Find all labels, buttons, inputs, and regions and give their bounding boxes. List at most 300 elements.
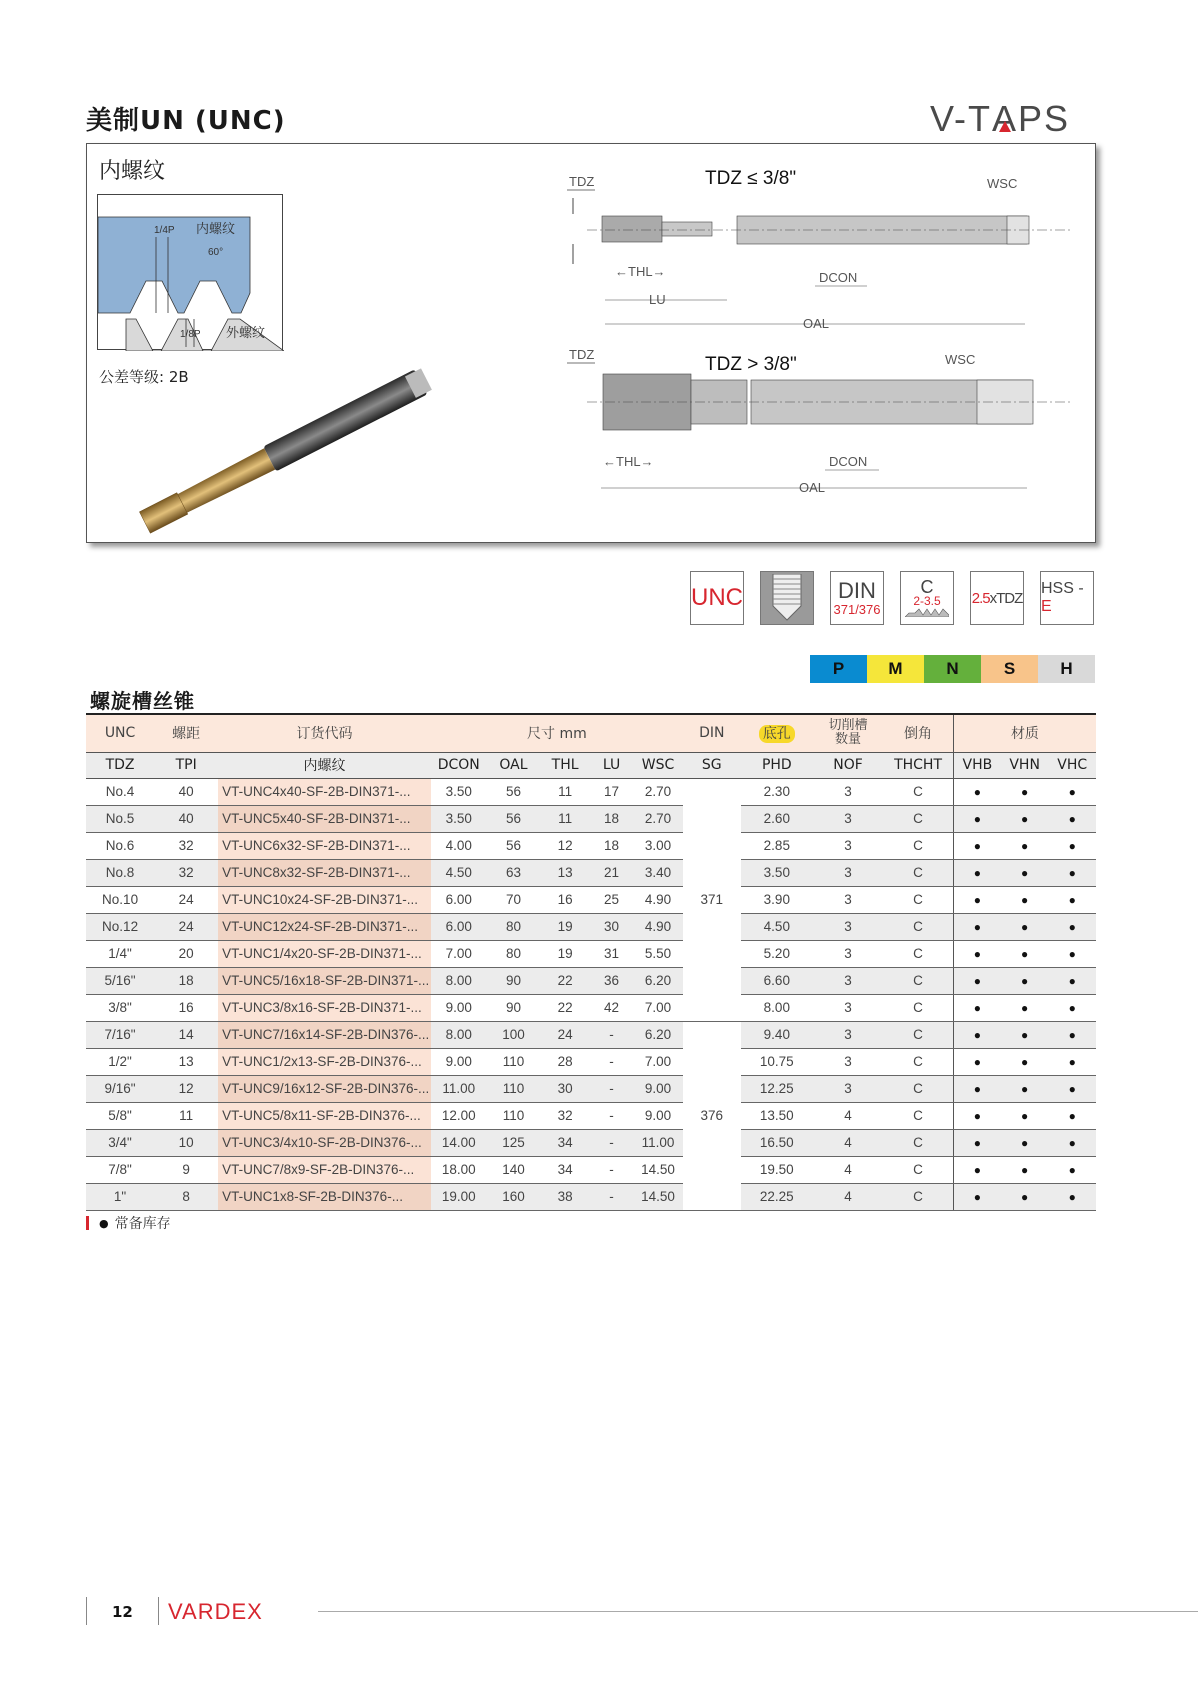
cell-vhb: ● <box>953 1129 1001 1156</box>
cell-tdz: No.8 <box>86 859 154 886</box>
table-row <box>86 1156 1096 1183</box>
cell-vhn: ● <box>1001 940 1049 967</box>
cell-lu: - <box>590 1183 633 1210</box>
cell-vhc: ● <box>1048 859 1096 886</box>
cell-nof: 4 <box>813 1129 883 1156</box>
cell-oal: 125 <box>487 1129 541 1156</box>
table-row <box>86 1129 1096 1156</box>
tolerance-class: 公差等级: 2B <box>99 368 189 386</box>
cell-wsc: 5.50 <box>633 940 683 967</box>
cell-tpi: 40 <box>154 778 218 805</box>
thread-profile-diagram <box>97 194 283 350</box>
table-row <box>86 1183 1096 1210</box>
cell-wsc: 3.40 <box>633 859 683 886</box>
footer-divider <box>86 1597 87 1625</box>
table-row <box>86 859 1096 886</box>
col-phd: PHD <box>741 752 813 778</box>
table-row <box>86 994 1096 1021</box>
cell-tdz: No.12 <box>86 913 154 940</box>
product-overview-panel <box>86 143 1096 543</box>
cell-oal: 63 <box>487 859 541 886</box>
cell-thl: 38 <box>540 1183 590 1210</box>
cell-thcht: C <box>883 967 953 994</box>
cell-dcon: 9.00 <box>431 994 487 1021</box>
cell-oal: 56 <box>487 805 541 832</box>
cell-tdz: 1" <box>86 1183 154 1210</box>
cell-code: VT-UNC1/4x20-SF-2B-DIN371-... <box>218 940 431 967</box>
cell-code: VT-UNC12x24-SF-2B-DIN371-... <box>218 913 431 940</box>
cell-tdz: No.5 <box>86 805 154 832</box>
cell-nof: 3 <box>813 886 883 913</box>
cell-oal: 90 <box>487 994 541 1021</box>
thread-form-icon <box>760 571 814 625</box>
col-thl: THL <box>540 752 590 778</box>
cell-phd: 13.50 <box>741 1102 813 1129</box>
stock-dot-icon: ● <box>99 1216 109 1230</box>
svg-text:←THL→: ←THL→ <box>615 264 666 279</box>
cell-code: VT-UNC9/16x12-SF-2B-DIN376-... <box>218 1075 431 1102</box>
cell-thcht: C <box>883 832 953 859</box>
cell-vhn: ● <box>1001 886 1049 913</box>
cell-vhb: ● <box>953 859 1001 886</box>
page-footer <box>86 1597 1200 1627</box>
svg-text:LU: LU <box>649 292 666 307</box>
cell-lu: 30 <box>590 913 633 940</box>
cell-tpi: 32 <box>154 859 218 886</box>
cell-vhn: ● <box>1001 994 1049 1021</box>
cell-thl: 34 <box>540 1129 590 1156</box>
chamfer-form-badge: C 2-3.5 <box>900 571 954 625</box>
cell-vhn: ● <box>1001 859 1049 886</box>
cell-dcon: 12.00 <box>431 1102 487 1129</box>
cell-wsc: 9.00 <box>633 1102 683 1129</box>
cell-thl: 32 <box>540 1102 590 1129</box>
cell-vhn: ● <box>1001 967 1049 994</box>
svg-text:1/8P: 1/8P <box>180 329 201 340</box>
cell-thl: 22 <box>540 994 590 1021</box>
cell-phd: 5.20 <box>741 940 813 967</box>
cell-oal: 56 <box>487 832 541 859</box>
cell-tdz: 5/8" <box>86 1102 154 1129</box>
col-group-pitch: 螺距 <box>154 714 218 752</box>
cell-lu: 18 <box>590 832 633 859</box>
thread-type-label: 内螺纹 <box>99 159 166 184</box>
cell-dcon: 9.00 <box>431 1048 487 1075</box>
cell-dcon: 19.00 <box>431 1183 487 1210</box>
page-number: 12 <box>112 1603 133 1621</box>
cell-vhb: ● <box>953 1075 1001 1102</box>
cell-tpi: 13 <box>154 1048 218 1075</box>
col-nof: NOF <box>813 752 883 778</box>
cell-tpi: 24 <box>154 886 218 913</box>
svg-text:TDZ: TDZ <box>569 174 595 189</box>
cell-tdz: No.6 <box>86 832 154 859</box>
cell-vhb: ● <box>953 1102 1001 1129</box>
cell-thl: 19 <box>540 913 590 940</box>
din-standard-cell: 376 <box>683 1021 741 1210</box>
legend-marker <box>86 1216 89 1230</box>
svg-text:←THL→: ←THL→ <box>603 454 654 469</box>
cell-thcht: C <box>883 859 953 886</box>
cell-vhb: ● <box>953 832 1001 859</box>
cell-tdz: 1/4" <box>86 940 154 967</box>
cell-wsc: 4.90 <box>633 886 683 913</box>
cell-thcht: C <box>883 805 953 832</box>
col-group-flutes: 切削槽 数量 <box>813 714 883 752</box>
footer-divider <box>158 1597 159 1625</box>
cell-vhb: ● <box>953 805 1001 832</box>
cell-vhc: ● <box>1048 1021 1096 1048</box>
table-row <box>86 805 1096 832</box>
cell-thl: 30 <box>540 1075 590 1102</box>
cell-dcon: 4.00 <box>431 832 487 859</box>
cell-phd: 16.50 <box>741 1129 813 1156</box>
tap-dimension-drawings <box>567 154 1087 534</box>
cell-lu: - <box>590 1075 633 1102</box>
cell-lu: 42 <box>590 994 633 1021</box>
cell-thcht: C <box>883 886 953 913</box>
col-oal: OAL <box>487 752 541 778</box>
cell-code: VT-UNC3/8x16-SF-2B-DIN371-... <box>218 994 431 1021</box>
cell-nof: 3 <box>813 859 883 886</box>
cell-tpi: 11 <box>154 1102 218 1129</box>
cell-wsc: 4.90 <box>633 913 683 940</box>
cell-tpi: 9 <box>154 1156 218 1183</box>
table-row <box>86 778 1096 805</box>
cell-vhb: ● <box>953 994 1001 1021</box>
cell-code: VT-UNC5x40-SF-2B-DIN371-... <box>218 805 431 832</box>
cell-vhc: ● <box>1048 1102 1096 1129</box>
cell-thl: 19 <box>540 940 590 967</box>
cell-wsc: 7.00 <box>633 994 683 1021</box>
stock-legend <box>86 1213 171 1233</box>
drawing-large-title: TDZ > 3/8" <box>705 354 797 375</box>
table-row <box>86 832 1096 859</box>
table-row <box>86 1075 1096 1102</box>
cell-thcht: C <box>883 940 953 967</box>
cell-oal: 110 <box>487 1048 541 1075</box>
cell-thl: 11 <box>540 778 590 805</box>
table-row <box>86 1102 1096 1129</box>
quarter-pitch-label: 1/4P <box>154 225 175 236</box>
cell-wsc: 7.00 <box>633 1048 683 1075</box>
cell-oal: 140 <box>487 1156 541 1183</box>
svg-text:WSC: WSC <box>945 352 976 367</box>
cell-thl: 16 <box>540 886 590 913</box>
cell-vhb: ● <box>953 778 1001 805</box>
cell-tdz: 7/8" <box>86 1156 154 1183</box>
cell-tpi: 20 <box>154 940 218 967</box>
cell-dcon: 4.50 <box>431 859 487 886</box>
cell-phd: 22.25 <box>741 1183 813 1210</box>
cell-vhn: ● <box>1001 832 1049 859</box>
cell-code: VT-UNC5/8x11-SF-2B-DIN376-... <box>218 1102 431 1129</box>
cell-oal: 56 <box>487 778 541 805</box>
cell-dcon: 8.00 <box>431 967 487 994</box>
cell-tpi: 8 <box>154 1183 218 1210</box>
col-group-dims: 尺寸 mm <box>431 714 683 752</box>
cell-thcht: C <box>883 1021 953 1048</box>
cell-vhn: ● <box>1001 1048 1049 1075</box>
iso-material-groups <box>810 655 1095 683</box>
cell-thl: 12 <box>540 832 590 859</box>
cell-thl: 34 <box>540 1156 590 1183</box>
cell-vhc: ● <box>1048 1075 1096 1102</box>
cell-tdz: 9/16" <box>86 1075 154 1102</box>
cell-vhc: ● <box>1048 1048 1096 1075</box>
cell-tdz: 5/16" <box>86 967 154 994</box>
cell-lu: 25 <box>590 886 633 913</box>
footer-rule <box>318 1611 1198 1612</box>
cell-code: VT-UNC1/2x13-SF-2B-DIN376-... <box>218 1048 431 1075</box>
cell-vhb: ● <box>953 886 1001 913</box>
cell-code: VT-UNC3/4x10-SF-2B-DIN376-... <box>218 1129 431 1156</box>
iso-m: M <box>867 655 924 683</box>
cell-thcht: C <box>883 778 953 805</box>
col-vhn: VHN <box>1001 752 1049 778</box>
cell-phd: 3.90 <box>741 886 813 913</box>
din-standard-badge: DIN 371/376 <box>830 571 884 625</box>
cell-nof: 3 <box>813 805 883 832</box>
vardex-logo: VARDEX <box>168 1599 263 1624</box>
cell-wsc: 3.00 <box>633 832 683 859</box>
cell-thcht: C <box>883 1102 953 1129</box>
col-group-material: 材质 <box>953 714 1096 752</box>
cell-thcht: C <box>883 1075 953 1102</box>
product-table <box>86 713 1096 1211</box>
cell-vhc: ● <box>1048 1129 1096 1156</box>
cell-vhc: ● <box>1048 913 1096 940</box>
column-header-row <box>86 752 1096 778</box>
cell-wsc: 14.50 <box>633 1156 683 1183</box>
cell-vhn: ● <box>1001 913 1049 940</box>
cell-thcht: C <box>883 1183 953 1210</box>
cell-nof: 3 <box>813 913 883 940</box>
cell-oal: 100 <box>487 1021 541 1048</box>
din-standard-cell: 371 <box>683 778 741 1021</box>
col-tdz: TDZ <box>86 752 154 778</box>
col-vhb: VHB <box>953 752 1001 778</box>
cell-nof: 3 <box>813 940 883 967</box>
cell-phd: 12.25 <box>741 1075 813 1102</box>
col-lu: LU <box>590 752 633 778</box>
table-row <box>86 1048 1096 1075</box>
svg-text:OAL: OAL <box>799 480 826 495</box>
cell-dcon: 6.00 <box>431 913 487 940</box>
cell-oal: 70 <box>487 886 541 913</box>
cell-code: VT-UNC8x32-SF-2B-DIN371-... <box>218 859 431 886</box>
col-code: 内螺纹 <box>218 752 431 778</box>
cell-tpi: 10 <box>154 1129 218 1156</box>
cell-code: VT-UNC7/16x14-SF-2B-DIN376-... <box>218 1021 431 1048</box>
cell-vhb: ● <box>953 967 1001 994</box>
cell-thcht: C <box>883 913 953 940</box>
col-sg: SG <box>683 752 741 778</box>
cell-tpi: 18 <box>154 967 218 994</box>
col-group-chamfer: 倒角 <box>883 714 953 752</box>
col-dcon: DCON <box>431 752 487 778</box>
cell-lu: 21 <box>590 859 633 886</box>
cell-thl: 22 <box>540 967 590 994</box>
iso-h: H <box>1038 655 1095 683</box>
table-row <box>86 913 1096 940</box>
cell-nof: 4 <box>813 1183 883 1210</box>
cell-vhc: ● <box>1048 832 1096 859</box>
cell-dcon: 6.00 <box>431 886 487 913</box>
cell-lu: - <box>590 1156 633 1183</box>
feature-badges <box>690 571 1094 625</box>
cell-tpi: 40 <box>154 805 218 832</box>
spiral-flute-tap-image <box>107 364 467 534</box>
cell-tpi: 12 <box>154 1075 218 1102</box>
cell-phd: 2.60 <box>741 805 813 832</box>
col-wsc: WSC <box>633 752 683 778</box>
col-group-din: DIN <box>683 714 741 752</box>
svg-text:60°: 60° <box>208 247 224 258</box>
cell-vhn: ● <box>1001 805 1049 832</box>
cell-thl: 13 <box>540 859 590 886</box>
group-header-row <box>86 714 1096 752</box>
iso-p: P <box>810 655 867 683</box>
cell-wsc: 6.20 <box>633 1021 683 1048</box>
cell-vhb: ● <box>953 1183 1001 1210</box>
cell-tdz: No.4 <box>86 778 154 805</box>
cell-thcht: C <box>883 1048 953 1075</box>
col-tpi: TPI <box>154 752 218 778</box>
cell-tdz: 7/16" <box>86 1021 154 1048</box>
cell-tdz: 1/2" <box>86 1048 154 1075</box>
unc-badge: UNC <box>690 571 744 625</box>
col-group-unc: UNC <box>86 714 154 752</box>
svg-text:DCON: DCON <box>819 270 858 285</box>
internal-thread-label: 内螺纹 <box>196 222 236 237</box>
cell-lu: 17 <box>590 778 633 805</box>
cell-dcon: 11.00 <box>431 1075 487 1102</box>
cell-vhc: ● <box>1048 886 1096 913</box>
cell-tpi: 24 <box>154 913 218 940</box>
drawing-small-title: TDZ ≤ 3/8" <box>705 168 797 189</box>
cell-dcon: 14.00 <box>431 1129 487 1156</box>
cell-lu: - <box>590 1102 633 1129</box>
table-row <box>86 967 1096 994</box>
cell-dcon: 7.00 <box>431 940 487 967</box>
thread-depth-badge: 2.5xTDZ <box>970 571 1024 625</box>
cell-vhb: ● <box>953 1156 1001 1183</box>
cell-oal: 80 <box>487 913 541 940</box>
cell-vhc: ● <box>1048 994 1096 1021</box>
cell-tpi: 32 <box>154 832 218 859</box>
cell-vhc: ● <box>1048 805 1096 832</box>
cell-phd: 6.60 <box>741 967 813 994</box>
cell-code: VT-UNC7/8x9-SF-2B-DIN376-... <box>218 1156 431 1183</box>
cell-oal: 90 <box>487 967 541 994</box>
cell-code: VT-UNC4x40-SF-2B-DIN371-... <box>218 778 431 805</box>
svg-text:WSC: WSC <box>987 176 1018 191</box>
cell-thl: 11 <box>540 805 590 832</box>
cell-phd: 3.50 <box>741 859 813 886</box>
cell-nof: 3 <box>813 1021 883 1048</box>
cell-phd: 4.50 <box>741 913 813 940</box>
cell-thl: 24 <box>540 1021 590 1048</box>
cell-vhc: ● <box>1048 940 1096 967</box>
cell-code: VT-UNC10x24-SF-2B-DIN371-... <box>218 886 431 913</box>
table-row <box>86 1021 1096 1048</box>
cell-wsc: 14.50 <box>633 1183 683 1210</box>
cell-code: VT-UNC6x32-SF-2B-DIN371-... <box>218 832 431 859</box>
table-row <box>86 886 1096 913</box>
cell-lu: - <box>590 1129 633 1156</box>
cell-lu: 31 <box>590 940 633 967</box>
cell-phd: 9.40 <box>741 1021 813 1048</box>
cell-nof: 4 <box>813 1156 883 1183</box>
cell-code: VT-UNC1x8-SF-2B-DIN376-... <box>218 1183 431 1210</box>
cell-oal: 110 <box>487 1075 541 1102</box>
cell-dcon: 3.50 <box>431 778 487 805</box>
cell-thl: 28 <box>540 1048 590 1075</box>
cell-nof: 3 <box>813 1048 883 1075</box>
cell-vhn: ● <box>1001 1075 1049 1102</box>
cell-tdz: 3/8" <box>86 994 154 1021</box>
svg-text:TDZ: TDZ <box>569 347 595 362</box>
cell-thcht: C <box>883 1156 953 1183</box>
cell-vhn: ● <box>1001 778 1049 805</box>
section-title: 螺旋槽丝锥 <box>90 689 195 713</box>
svg-text:DCON: DCON <box>829 454 868 469</box>
col-group-pilot-hole: 底孔 <box>741 714 813 752</box>
cell-vhc: ● <box>1048 1183 1096 1210</box>
cell-vhb: ● <box>953 940 1001 967</box>
cell-nof: 3 <box>813 832 883 859</box>
cell-vhc: ● <box>1048 967 1096 994</box>
cell-dcon: 18.00 <box>431 1156 487 1183</box>
svg-text:OAL: OAL <box>803 316 830 331</box>
cell-vhb: ● <box>953 913 1001 940</box>
cell-nof: 3 <box>813 778 883 805</box>
cell-wsc: 6.20 <box>633 967 683 994</box>
col-thcht: THCHT <box>883 752 953 778</box>
cell-oal: 160 <box>487 1183 541 1210</box>
cell-vhc: ● <box>1048 1156 1096 1183</box>
cell-vhn: ● <box>1001 1183 1049 1210</box>
cell-nof: 3 <box>813 994 883 1021</box>
col-group-order-code: 订货代码 <box>218 714 431 752</box>
cell-tpi: 16 <box>154 994 218 1021</box>
cell-nof: 3 <box>813 1075 883 1102</box>
cell-wsc: 2.70 <box>633 778 683 805</box>
cell-oal: 110 <box>487 1102 541 1129</box>
cell-lu: 36 <box>590 967 633 994</box>
cell-dcon: 3.50 <box>431 805 487 832</box>
cell-oal: 80 <box>487 940 541 967</box>
v-taps-logo: V-TAPS <box>930 98 1071 139</box>
cell-vhn: ● <box>1001 1102 1049 1129</box>
cell-thcht: C <box>883 994 953 1021</box>
page-title: 美制UN (UNC) <box>86 106 286 136</box>
cell-tdz: 3/4" <box>86 1129 154 1156</box>
cell-wsc: 11.00 <box>633 1129 683 1156</box>
cell-lu: - <box>590 1021 633 1048</box>
iso-n: N <box>924 655 981 683</box>
cell-thcht: C <box>883 1129 953 1156</box>
cell-code: VT-UNC5/16x18-SF-2B-DIN371-... <box>218 967 431 994</box>
svg-text:外螺纹: 外螺纹 <box>226 326 266 341</box>
cell-nof: 4 <box>813 1102 883 1129</box>
cell-dcon: 8.00 <box>431 1021 487 1048</box>
iso-s: S <box>981 655 1038 683</box>
cell-tdz: No.10 <box>86 886 154 913</box>
cell-phd: 19.50 <box>741 1156 813 1183</box>
col-vhc: VHC <box>1048 752 1096 778</box>
